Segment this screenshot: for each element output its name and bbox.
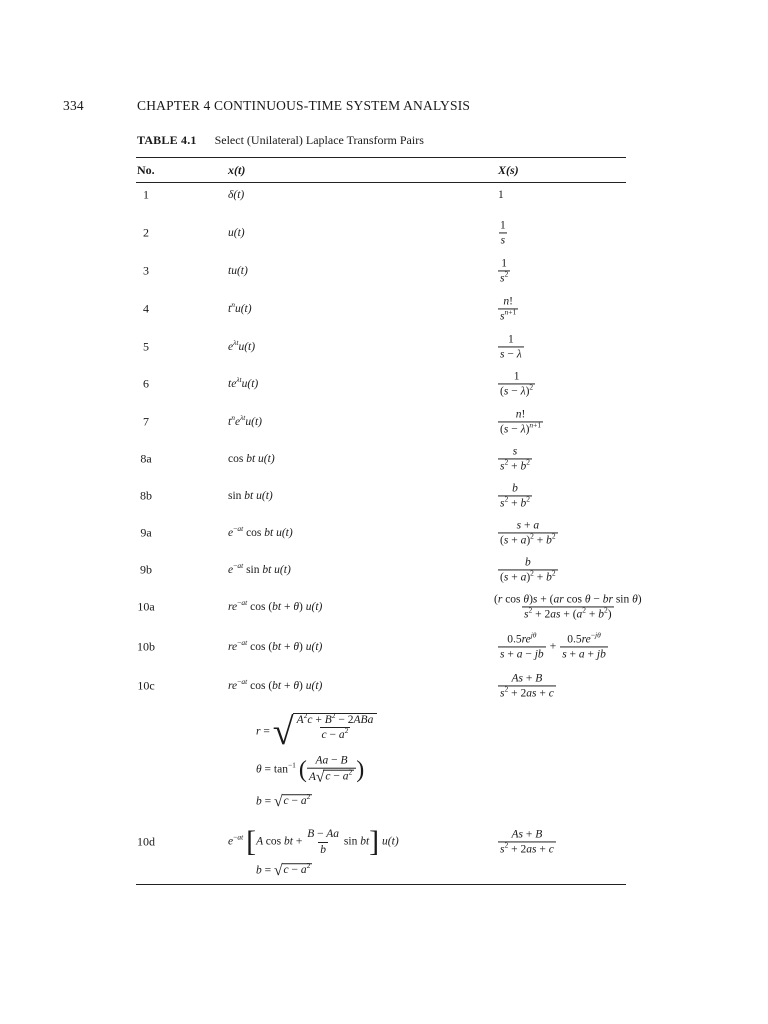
row-number: 7 [143,414,149,429]
laplace-transform: 1 [498,189,504,201]
time-function: $e^{-at}$ cos bt u(t) [228,524,293,539]
row-number: 10c [137,678,155,693]
chapter-heading: CHAPTER 4 CONTINUOUS-TIME SYSTEM ANALYSIS [137,98,471,113]
row-number: 9b [140,562,152,577]
row-number: 4 [143,301,149,316]
row-number: 3 [143,263,149,278]
time-function: u(t) [228,227,245,239]
laplace-transform: $\frac{n!}{(s - \lambda)^{n+1}}$ [500,408,542,436]
laplace-transform: $\frac{n!}{s^{n+1}}$ [500,295,517,323]
table-caption [137,133,424,148]
time-function: $re^{-at}$ cos (bt + θ) u(t) [228,598,323,613]
time-function: $t^nu(t)$ [228,300,252,315]
laplace-transform: $\frac{s}{s^2 + b^2}$ [500,445,530,473]
formula-b: b = √ $c - a^2$ [256,792,311,811]
row-number: 10a [137,599,155,614]
formula-r: r = √ $\frac{A^2c + B^2 - 2ABa}{c - a^2}$ [256,713,377,751]
time-function: $e^{-at}$ [A cos bt + $\frac{B - Aa}{b}$ sin bt] u(t) [228,825,399,858]
laplace-transform: $\frac{1}{s - \lambda}$ [500,333,522,361]
time-function: $e^{\lambda t}u(t)$ [228,338,256,353]
row-number: 5 [143,339,149,354]
table-label: TABLE 4.1 [137,133,197,147]
table-top-rule [136,157,626,158]
row-number: 8a [140,451,152,466]
time-function: $te^{\lambda t}u(t)$ [228,375,259,390]
time-function: $re^{-at}$ cos (bt + θ) u(t) [228,677,323,692]
laplace-transform: $\frac{s + a}{(s + a)^2 + b^2}$ [500,519,556,547]
row-number: 8b [140,488,152,503]
row-number: 2 [143,225,149,240]
formula-theta: $\theta = \tan^{-1}$ ( Aa − B A √ $c - a^2$ ) [256,754,365,786]
laplace-transform: $\frac{b}{(s + a)^2 + b^2}$ [500,556,556,584]
laplace-transform: $\frac{As + B}{s^2 + 2as + c}$ [500,672,554,700]
table-header-rule [136,182,626,183]
time-function: tu(t) [228,265,248,277]
laplace-transform: $\frac{1}{s}$ [500,219,506,247]
time-function: cos bt u(t) [228,453,275,465]
laplace-transform: $\frac{1}{s^2}$ [500,257,509,285]
column-header-xt: x(t) [228,163,246,177]
table-bottom-rule [136,884,626,885]
row-number: 1 [143,187,149,202]
time-function: $t^ne^{\lambda t}u(t)$ [228,413,263,428]
time-function: $e^{-at}$ sin bt u(t) [228,561,291,576]
laplace-transform: $\frac{As + B}{s^2 + 2as + c}$ [500,828,554,856]
column-header-xs: X(s) [498,163,519,177]
laplace-transform: $\frac{0.5re^{j\theta}}{s + a - jb}$ + $\frac{0.5re^{-j\theta}}{s + a + jb}$ [500,630,606,661]
laplace-transform: $\frac{b}{s^2 + b^2}$ [500,482,530,510]
time-function: δ(t) [228,189,245,201]
formula-b-10d: b = √ $c - a^2$ [256,861,311,880]
row-number: 9a [140,525,152,540]
page-number: 334 [63,98,84,113]
column-header-no: No. [137,163,155,177]
row-number: 10b [137,639,155,654]
table-title: Select (Unilateral) Laplace Transform Pairs [214,133,424,147]
laplace-transform: $\frac{\text{(r cos θ)s + (ar cos θ − br sin θ)}}{s^2 + 2as + (a^2 + b^2)}$ [494,593,642,621]
row-number: 10d [137,834,155,849]
time-function: sin bt u(t) [228,490,273,502]
time-function: $re^{-at}$ cos (bt + θ) u(t) [228,638,323,653]
laplace-transform: $\frac{1}{(s - \lambda)^2}$ [500,370,534,398]
row-number: 6 [143,376,149,391]
